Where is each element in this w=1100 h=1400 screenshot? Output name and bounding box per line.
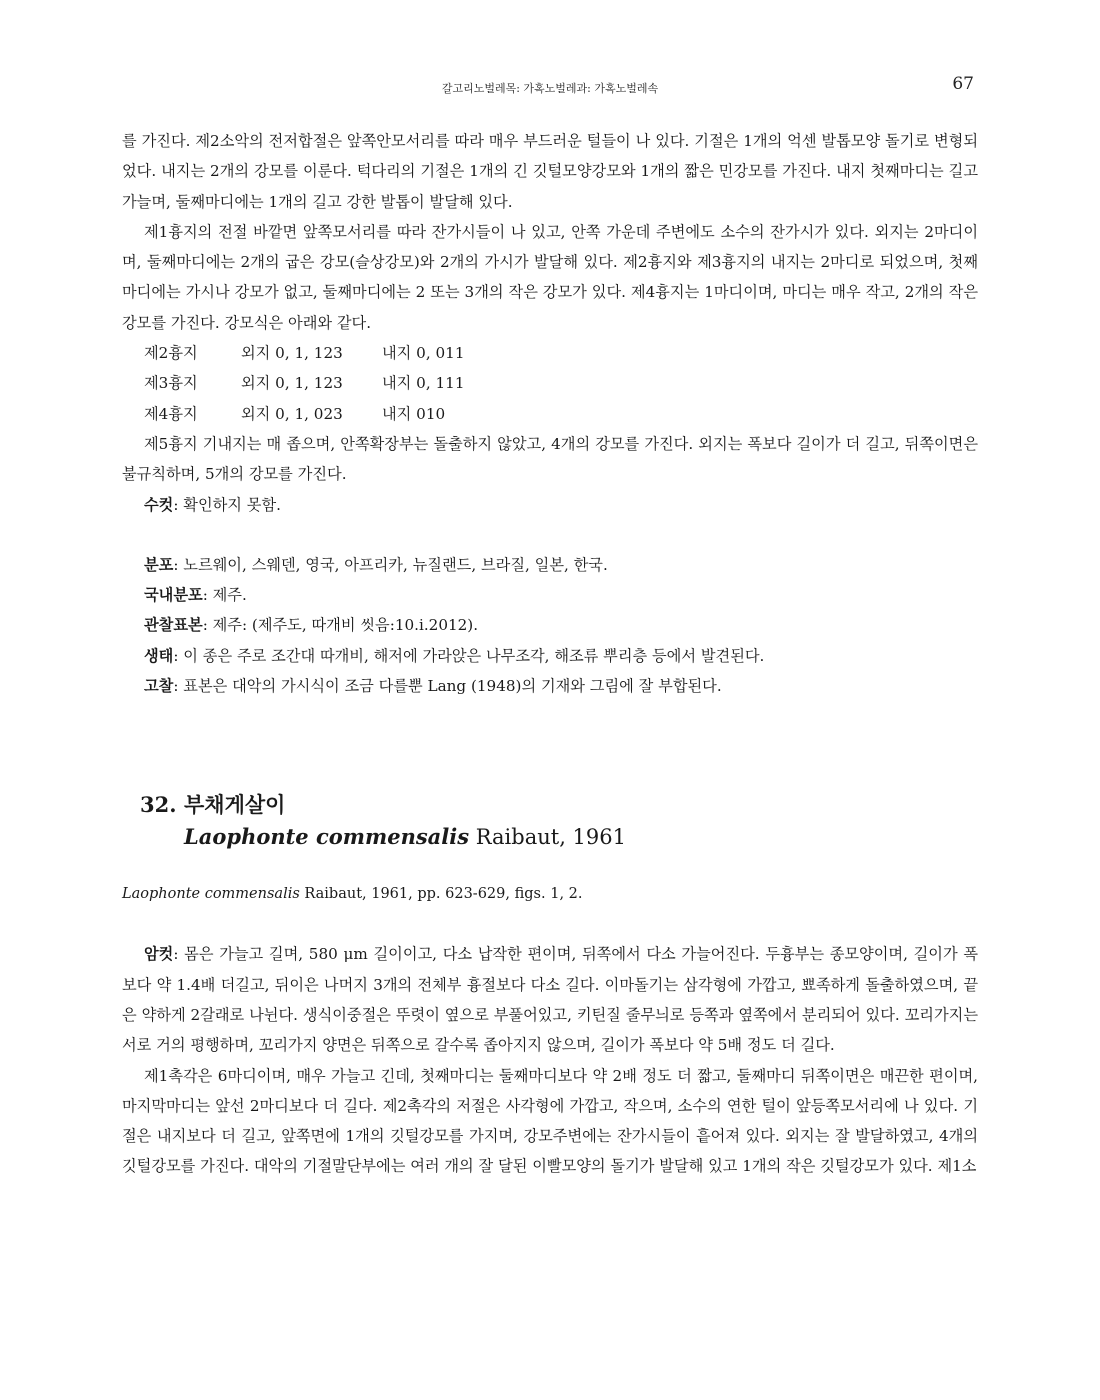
- page-body: [122, 126, 978, 1182]
- paragraph-male: [122, 490, 978, 520]
- running-title: 갈고리노벌레목: 가혹노벌레과: 가혹노벌레속: [441, 82, 659, 95]
- paragraph-mouthparts: 를 가진다. 제2소악의 전저합절은 앞쪽안모서리를 따라 매우 부드러운 털들이 나 있다. 기절은 1개의 억센 발톱모양 돌기로 변형되었다. 내지는 2개의 강모를 이룬다. 턱다리의 기절은 1개의 긴 깃털모양강모와 1개의 짧은 민강모를 가진다. 내지 첫째마디는 길고 가늘며, 둘째마디에는 1개의 길고 강한 발톱이 발달해 있다.: [122, 132, 978, 211]
- setal-formula-row: [122, 338, 978, 368]
- formula-exopod: 외지 0, 1, 023: [241, 404, 343, 423]
- record-label: 생태: [144, 646, 174, 665]
- setal-formula-row: [122, 368, 978, 398]
- citation-name: Laophonte commensalis: [122, 886, 300, 903]
- record-text: : 제주.: [202, 586, 247, 605]
- formula-exopod: 외지 0, 1, 123: [241, 374, 343, 393]
- species-korean-title: [140, 789, 978, 821]
- citation-reference: Raibaut, 1961, pp. 623-629, figs. 1, 2.: [299, 886, 583, 903]
- species-korean-name: 부채게살이: [184, 792, 286, 818]
- species-number: 32.: [140, 792, 177, 818]
- record-distribution: [122, 550, 978, 580]
- formula-leg: 제3흉지: [144, 374, 198, 393]
- record-label: 국내분포: [144, 586, 203, 605]
- species-author: Raibaut, 1961: [469, 825, 626, 850]
- setal-formula-table: [122, 338, 978, 429]
- species-latin-title: [140, 821, 978, 853]
- formula-exopod: 외지 0, 1, 123: [241, 344, 343, 363]
- record-label: 관찰표본: [144, 616, 203, 635]
- record-text: : 제주: (제주도, 따개비 씻음:10.i.2012).: [202, 616, 479, 635]
- paragraph-legs: 제1흉지의 전절 바깥면 앞쪽모서리를 따라 잔가시들이 나 있고, 안쪽 가운데 주변에도 소수의 잔가시가 있다. 외지는 2마디이며, 둘째마디에는 2개의 굽은 강모(슬상강모)와 2개의 가시가 발달해 있다. 제2흉지와 제3흉지의 내지는 2마디로 되었으며, 첫째마디에는 가시나 강모가 없고, 둘째마디에는 2 또는 3개의 작은 강모가 있다. 제4흉지는 1마디이며, 마디는 매우 작고, 2개의 작은 강모를 가진다. 강모식은 아래와 같다.: [122, 222, 978, 332]
- paragraph-antennae: 제1촉각은 6마디이며, 매우 가늘고 긴데, 첫째마디는 둘째마디보다 약 2배 정도 더 짧고, 둘째마디 뒤쪽이면은 매끈한 편이며, 마지막마디는 앞선 2마디보다 더 길다. 제2촉각의 저절은 사각형에 가깝고, 작으며, 소수의 연한 털이 앞등쪽모서리에 나 있다. 기절은 내지보다 더 길고, 앞쪽면에 1개의 깃털강모를 가지며, 강모주변에는 잔가시들이 흩어져 있다. 외지는 잘 발달하였고, 4개의 깃털강모를 가진다. 대악의 기절말단부에는 여러 개의 잘 달된 이빨모양의 돌기가 발달해 있고 1개의 작은 깃털강모가 있다. 제1소: [122, 1066, 978, 1176]
- record-label: 고찰: [144, 677, 174, 696]
- formula-endopod: 내지 010: [382, 404, 446, 423]
- female-text: : 몸은 가늘고 길며, 580 μm 길이이고, 다소 납작한 편이며, 뒤쪽에서 다소 가늘어진다. 두흉부는 종모양이며, 길이가 폭보다 약 1.4배 더길고, 뒤이은 나머지 3개의 전체부 흉절보다 다소 길다. 이마돌기는 삼각형에 가깝고, 뾰족하게 돌출하였으며, 끝은 약하게 2갈래로 나뉜다. 생식이중절은 뚜렷이 옆으로 부풀어있고, 키틴질 줄무늬로 등쪽과 옆쪽에서 분리되어 있다. 꼬리가지는 서로 거의 평행하며, 꼬리가지 양면은 뒤쪽으로 갈수록 좁아지지 않으며, 길이가 폭보다 약 5배 정도 더 길다.: [122, 945, 978, 1055]
- setal-formula-row: [122, 399, 978, 429]
- record-korean-distribution: [122, 580, 978, 610]
- page-number: 67: [952, 74, 974, 94]
- record-text: : 표본은 대악의 가시식이 조금 다를뿐 Lang (1948)의 기재와 그림에 잘 부합된다.: [173, 677, 722, 696]
- paragraph-fifth-leg: 제5흉지 기내지는 매 좁으며, 안쪽확장부는 돌출하지 않았고, 4개의 강모를 가진다. 외지는 폭보다 길이가 더 길고, 뒤쪽이면은 불규칙하며, 5개의 강모를 가진다.: [122, 434, 978, 484]
- female-label: 암컷: [144, 945, 174, 964]
- running-header: [0, 74, 1100, 98]
- male-label: 수컷: [144, 495, 174, 514]
- citation: [122, 879, 978, 909]
- record-text: : 이 종은 주로 조간대 따개비, 해저에 가라앉은 나무조각, 해조류 뿌리층 등에서 발견된다.: [173, 646, 765, 665]
- species-latin-name: Laophonte commensalis: [184, 824, 470, 850]
- record-remarks: [122, 671, 978, 701]
- formula-endopod: 내지 0, 011: [382, 344, 465, 363]
- paragraph-female: [122, 939, 978, 1060]
- record-label: 분포: [144, 555, 174, 574]
- formula-leg: 제4흉지: [144, 404, 198, 423]
- record-ecology: [122, 641, 978, 671]
- formula-endopod: 내지 0, 111: [382, 374, 465, 393]
- species-heading: [122, 789, 978, 853]
- record-material-examined: [122, 610, 978, 640]
- male-text: : 확인하지 못함.: [173, 495, 281, 514]
- record-text: : 노르웨이, 스웨덴, 영국, 아프리카, 뉴질랜드, 브라질, 일본, 한국.: [173, 555, 608, 574]
- formula-leg: 제2흉지: [144, 344, 198, 363]
